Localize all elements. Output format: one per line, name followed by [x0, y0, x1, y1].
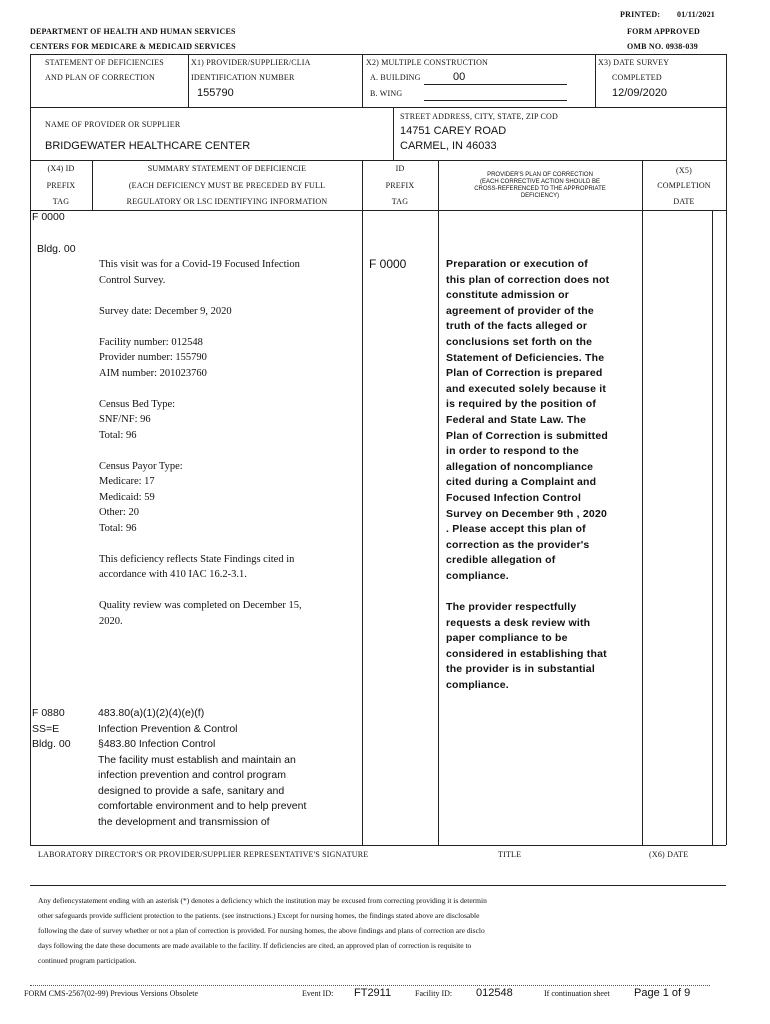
- correction-line: considered in establishing that: [446, 647, 607, 660]
- correction-line: and executed solely because it: [446, 382, 607, 395]
- summary-line: SNF/NF: 96: [99, 414, 151, 425]
- correction-line: compliance.: [446, 679, 509, 692]
- summary-header-3: REGULATORY OR LSC IDENTIFYING INFORMATION: [126, 197, 328, 206]
- correction-line: Federal and State Law. The: [446, 413, 587, 426]
- poc-header-1: PROVIDER'S PLAN OF CORRECTION: [487, 172, 593, 178]
- summary-line: [99, 381, 357, 397]
- correction-line: requests a desk review with: [446, 616, 591, 629]
- summary-line: Total: 96: [99, 429, 137, 441]
- printed-label: PRINTED:: [620, 10, 661, 19]
- x4-header-1: (X4) ID: [47, 164, 75, 173]
- correction-line: truth of the facts alleged or: [446, 320, 588, 333]
- provider-name-label: NAME OF PROVIDER OR SUPPLIER: [45, 120, 181, 129]
- disclaimer-line: other safeguards provide sufficient protection to the patients. (see instructions.) Except for nursing homes, the findings stated above are disclosable: [38, 911, 480, 920]
- summary-line: infection prevention and control program: [98, 769, 286, 781]
- x5-header-2: COMPLETION: [657, 181, 711, 190]
- id-header-2: PREFIX: [385, 181, 415, 190]
- signature-label: LABORATORY DIRECTOR'S OR PROVIDER/SUPPLIER REPRESENTATIVE'S SIGNATURE: [38, 850, 369, 859]
- correction-line: conclusions set forth on the: [446, 335, 593, 348]
- correction-line: Focused Infection Control: [446, 491, 582, 504]
- survey-date-value: 12/09/2020: [612, 87, 668, 99]
- correction-line: Statement of Deficiencies. The: [446, 351, 605, 364]
- summary-line: Control Survey.: [99, 274, 166, 286]
- summary-line: Infection Prevention & Control: [98, 722, 238, 735]
- summary-line: [99, 443, 357, 459]
- address-street: 14751 CAREY ROAD: [400, 125, 507, 137]
- x4-header-3: TAG: [52, 197, 70, 206]
- date-label: (X6) DATE: [649, 850, 689, 859]
- summary-line: Census Payor Type:: [99, 460, 183, 472]
- x1-label: X1) PROVIDER/SUPPLIER/CLIA: [191, 58, 311, 67]
- correction-line: . Please accept this plan of: [446, 523, 586, 536]
- summary-line: Other: 20: [99, 507, 139, 518]
- summary-line: the development and transmission of: [98, 815, 270, 828]
- printed-date: 01/11/2021: [677, 10, 716, 19]
- x4-header-2: PREFIX: [46, 181, 76, 190]
- summary-line: comfortable environment and to help prevent: [98, 800, 307, 812]
- summary-line: designed to provide a safe, sanitary and: [98, 784, 285, 797]
- poc-header: [438, 172, 642, 200]
- correction-line: compliance.: [446, 569, 509, 582]
- building-value: 00: [453, 71, 466, 83]
- wing-label: B. WING: [370, 89, 403, 98]
- form-approved: FORM APPROVED: [627, 27, 701, 36]
- correction-line: Plan of Correction is submitted: [446, 429, 608, 442]
- summary-line: The facility must establish and maintain an: [98, 753, 296, 766]
- x5-header-1: (X5): [676, 166, 692, 175]
- plan-label: AND PLAN OF CORRECTION: [45, 73, 155, 82]
- bldg-00: Bldg. 00: [37, 243, 76, 255]
- summary-line: 2020.: [99, 615, 123, 627]
- correction-line: The provider respectfully: [446, 601, 577, 614]
- facility-label: Facility ID:: [415, 989, 453, 998]
- summary-line: Total: 96: [99, 522, 137, 534]
- summary-line: 483.80(a)(1)(2)(4)(e)(f): [98, 707, 205, 719]
- correction-line: the provider is in substantial: [446, 663, 595, 676]
- correction-block-1: [446, 257, 641, 694]
- disclaimer: [38, 893, 724, 968]
- disclaimer-line: continued program participation.: [38, 956, 137, 965]
- centers-title: CENTERS FOR MEDICARE & MEDICAID SERVICES: [30, 42, 236, 51]
- event-value: FT2911: [354, 987, 392, 999]
- correction-line: correction as the provider's: [446, 538, 590, 551]
- summary-line: accordance with 410 IAC 16.2-3.1.: [99, 569, 247, 580]
- summary-block-1: [99, 257, 357, 629]
- tag-f0000: F 0000: [32, 211, 65, 223]
- summary-line: This visit was for a Covid-19 Focused Infection: [99, 259, 300, 270]
- summary-header-2: (EACH DEFICIENCY MUST BE PRECEDED BY FULL: [128, 181, 326, 190]
- poc-header-4: DEFICIENCY): [520, 193, 560, 199]
- summary-line: Quality review was completed on December 15,: [99, 600, 302, 611]
- correction-line: agreement of provider of the: [446, 304, 594, 317]
- correction-line: Preparation or execution of: [446, 258, 588, 270]
- summary-line: Medicaid: 59: [99, 491, 155, 503]
- correction-line: is required by the position of: [446, 398, 597, 411]
- summary-block-2: [98, 706, 360, 830]
- summary-header-1: SUMMARY STATEMENT OF DEFICIENCIE: [147, 164, 307, 173]
- building-label: A. BUILDING: [370, 73, 421, 82]
- summary-line: §483.80 Infection Control: [98, 738, 216, 750]
- provider-name-value: BRIDGEWATER HEALTHCARE CENTER: [45, 140, 251, 152]
- title-label: TITLE: [498, 850, 522, 859]
- summary-line: This deficiency reflects State Findings cited in: [99, 553, 295, 565]
- correction-line: paper compliance to be: [446, 632, 568, 645]
- correction-line: Plan of Correction is prepared: [446, 367, 603, 380]
- form-number: FORM CMS-2567(02-99) Previous Versions Obsolete: [24, 989, 199, 998]
- provider-id-value: 155790: [197, 87, 234, 99]
- statement-label: STATEMENT OF DEFICIENCIES: [45, 58, 164, 67]
- tag-line: F 0880: [32, 707, 65, 719]
- summary-line: [99, 288, 357, 304]
- correction-line: in order to respond to the: [446, 445, 579, 458]
- summary-line: AIM number: 201023760: [99, 367, 207, 379]
- id-header-3: TAG: [391, 197, 409, 206]
- page-number: Page 1 of 9: [634, 987, 691, 999]
- summary-line: Census Bed Type:: [99, 398, 176, 410]
- facility-value: 012548: [476, 987, 513, 999]
- correction-line: credible allegation of: [446, 554, 556, 567]
- correction-line: allegation of noncompliance: [446, 460, 594, 473]
- summary-line: Medicare: 17: [99, 476, 155, 487]
- summary-line: Survey date: December 9, 2020: [99, 305, 232, 317]
- correction-line: cited during a Complaint and: [446, 476, 597, 489]
- summary-line: [99, 536, 357, 552]
- address-label: STREET ADDRESS, CITY, STATE, ZIP COD: [400, 112, 558, 121]
- omb-number: OMB NO. 0938-039: [627, 42, 698, 51]
- poc-header-3: CROSS-REFERENCED TO THE APPROPRIATE: [474, 186, 606, 192]
- tag-f0880-block: [32, 706, 71, 753]
- correction-line: Survey on December 9th , 2020: [446, 507, 608, 520]
- continuation-label: If continuation sheet: [544, 989, 610, 998]
- summary-line: Facility number: 012548: [99, 336, 203, 348]
- x2-label: X2) MULTIPLE CONSTRUCTION: [366, 58, 489, 67]
- correction-line: this plan of correction does not: [446, 273, 610, 286]
- x5-header-3: DATE: [673, 197, 695, 206]
- department-title: DEPARTMENT OF HEALTH AND HUMAN SERVICES: [30, 27, 236, 36]
- x3-sublabel: COMPLETED: [612, 73, 662, 82]
- summary-line: [99, 319, 357, 335]
- disclaimer-line: following the date of survey whether or not a plan of correction is provided. For nursing homes, the above findings and plans of correction are disclo: [38, 926, 485, 935]
- x3-label: X3) DATE SURVEY: [598, 58, 670, 67]
- id-header-1: ID: [395, 164, 405, 173]
- x1-sublabel: IDENTIFICATION NUMBER: [191, 73, 295, 82]
- disclaimer-line: days following the date these documents are made available to the facility. If deficiencies are cited, an approved plan of correction is requisite to: [38, 941, 472, 950]
- summary-line: [99, 583, 357, 599]
- correction-line: constitute admission or: [446, 289, 570, 302]
- tag-line: SS=E: [32, 722, 60, 735]
- correction-line: [446, 584, 641, 600]
- disclaimer-line: Any defiencystatement ending with an asterisk (*) denotes a deficiency which the institution may be excused from correcting providing it is determin: [38, 896, 487, 905]
- tag-line: Bldg. 00: [32, 738, 71, 750]
- address-city: CARMEL, IN 46033: [400, 140, 497, 152]
- poc-header-2: (EACH CORRECTIVE ACTION SHOULD BE: [479, 179, 601, 185]
- id-tag-f0000: F 0000: [369, 257, 407, 271]
- summary-line: Provider number: 155790: [99, 352, 207, 363]
- event-label: Event ID:: [302, 989, 334, 998]
